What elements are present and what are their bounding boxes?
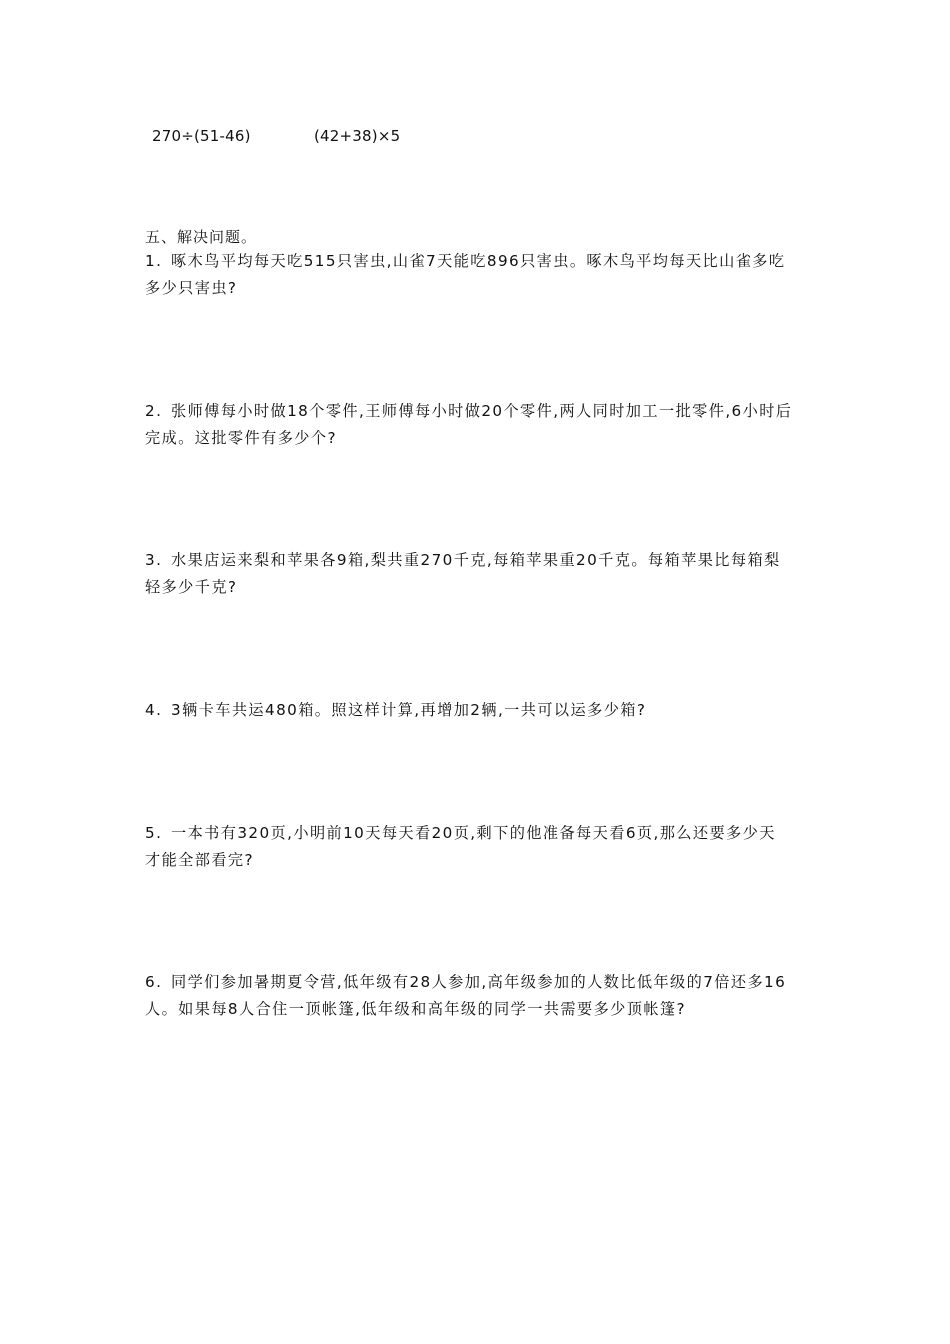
problem-3 [145,547,815,601]
problem-text: 啄木鸟平均每天吃515只害虫,山雀7天能吃896只害虫。啄木鸟平均每天比山雀多吃 [171,252,786,270]
problem-text: 同学们参加暑期夏令营,低年级有28人参加,高年级参加的人数比低年级的7倍还多16 [171,973,787,991]
problem-2 [145,398,815,452]
expression-2: (42+38)×5 [314,127,401,145]
problem-number: 1. [145,252,163,270]
problem-line: 轻多少千克? [145,578,238,596]
problem-5 [145,820,815,874]
problem-line [145,820,815,847]
problem-4 [145,697,815,724]
problem-1 [145,248,815,302]
problem-text: 张师傅每小时做18个零件,王师傅每小时做20个零件,两人同时加工一批零件,6小时后 [171,402,793,420]
problem-line: 人。如果每8人合住一顶帐篷,低年级和高年级的同学一共需要多少顶帐篷? [145,1000,686,1018]
problem-number: 3. [145,551,163,569]
problem-line: 完成。这批零件有多少个? [145,429,337,447]
problem-line [145,697,815,724]
problem-line: 多少只害虫? [145,279,238,297]
problem-text: 一本书有320页,小明前10天每天看20页,剩下的他准备每天看6页,那么还要多少天 [171,824,776,842]
problem-number: 5. [145,824,163,842]
problem-line [145,969,815,996]
problem-text: 3辆卡车共运480箱。照这样计算,再增加2辆,一共可以运多少箱? [171,701,647,719]
problem-number: 4. [145,701,163,719]
problem-line [145,248,815,275]
problem-6 [145,969,815,1023]
problem-line [145,547,815,574]
problem-line [145,398,815,425]
problem-text: 水果店运来梨和苹果各9箱,梨共重270千克,每箱苹果重20千克。每箱苹果比每箱梨 [171,551,781,569]
problem-number: 2. [145,402,163,420]
problem-line: 才能全部看完? [145,851,254,869]
problem-number: 6. [145,973,163,991]
section-heading: 五、解决问题。 [145,228,258,246]
expression-1: 270÷(51-46) [152,127,251,145]
